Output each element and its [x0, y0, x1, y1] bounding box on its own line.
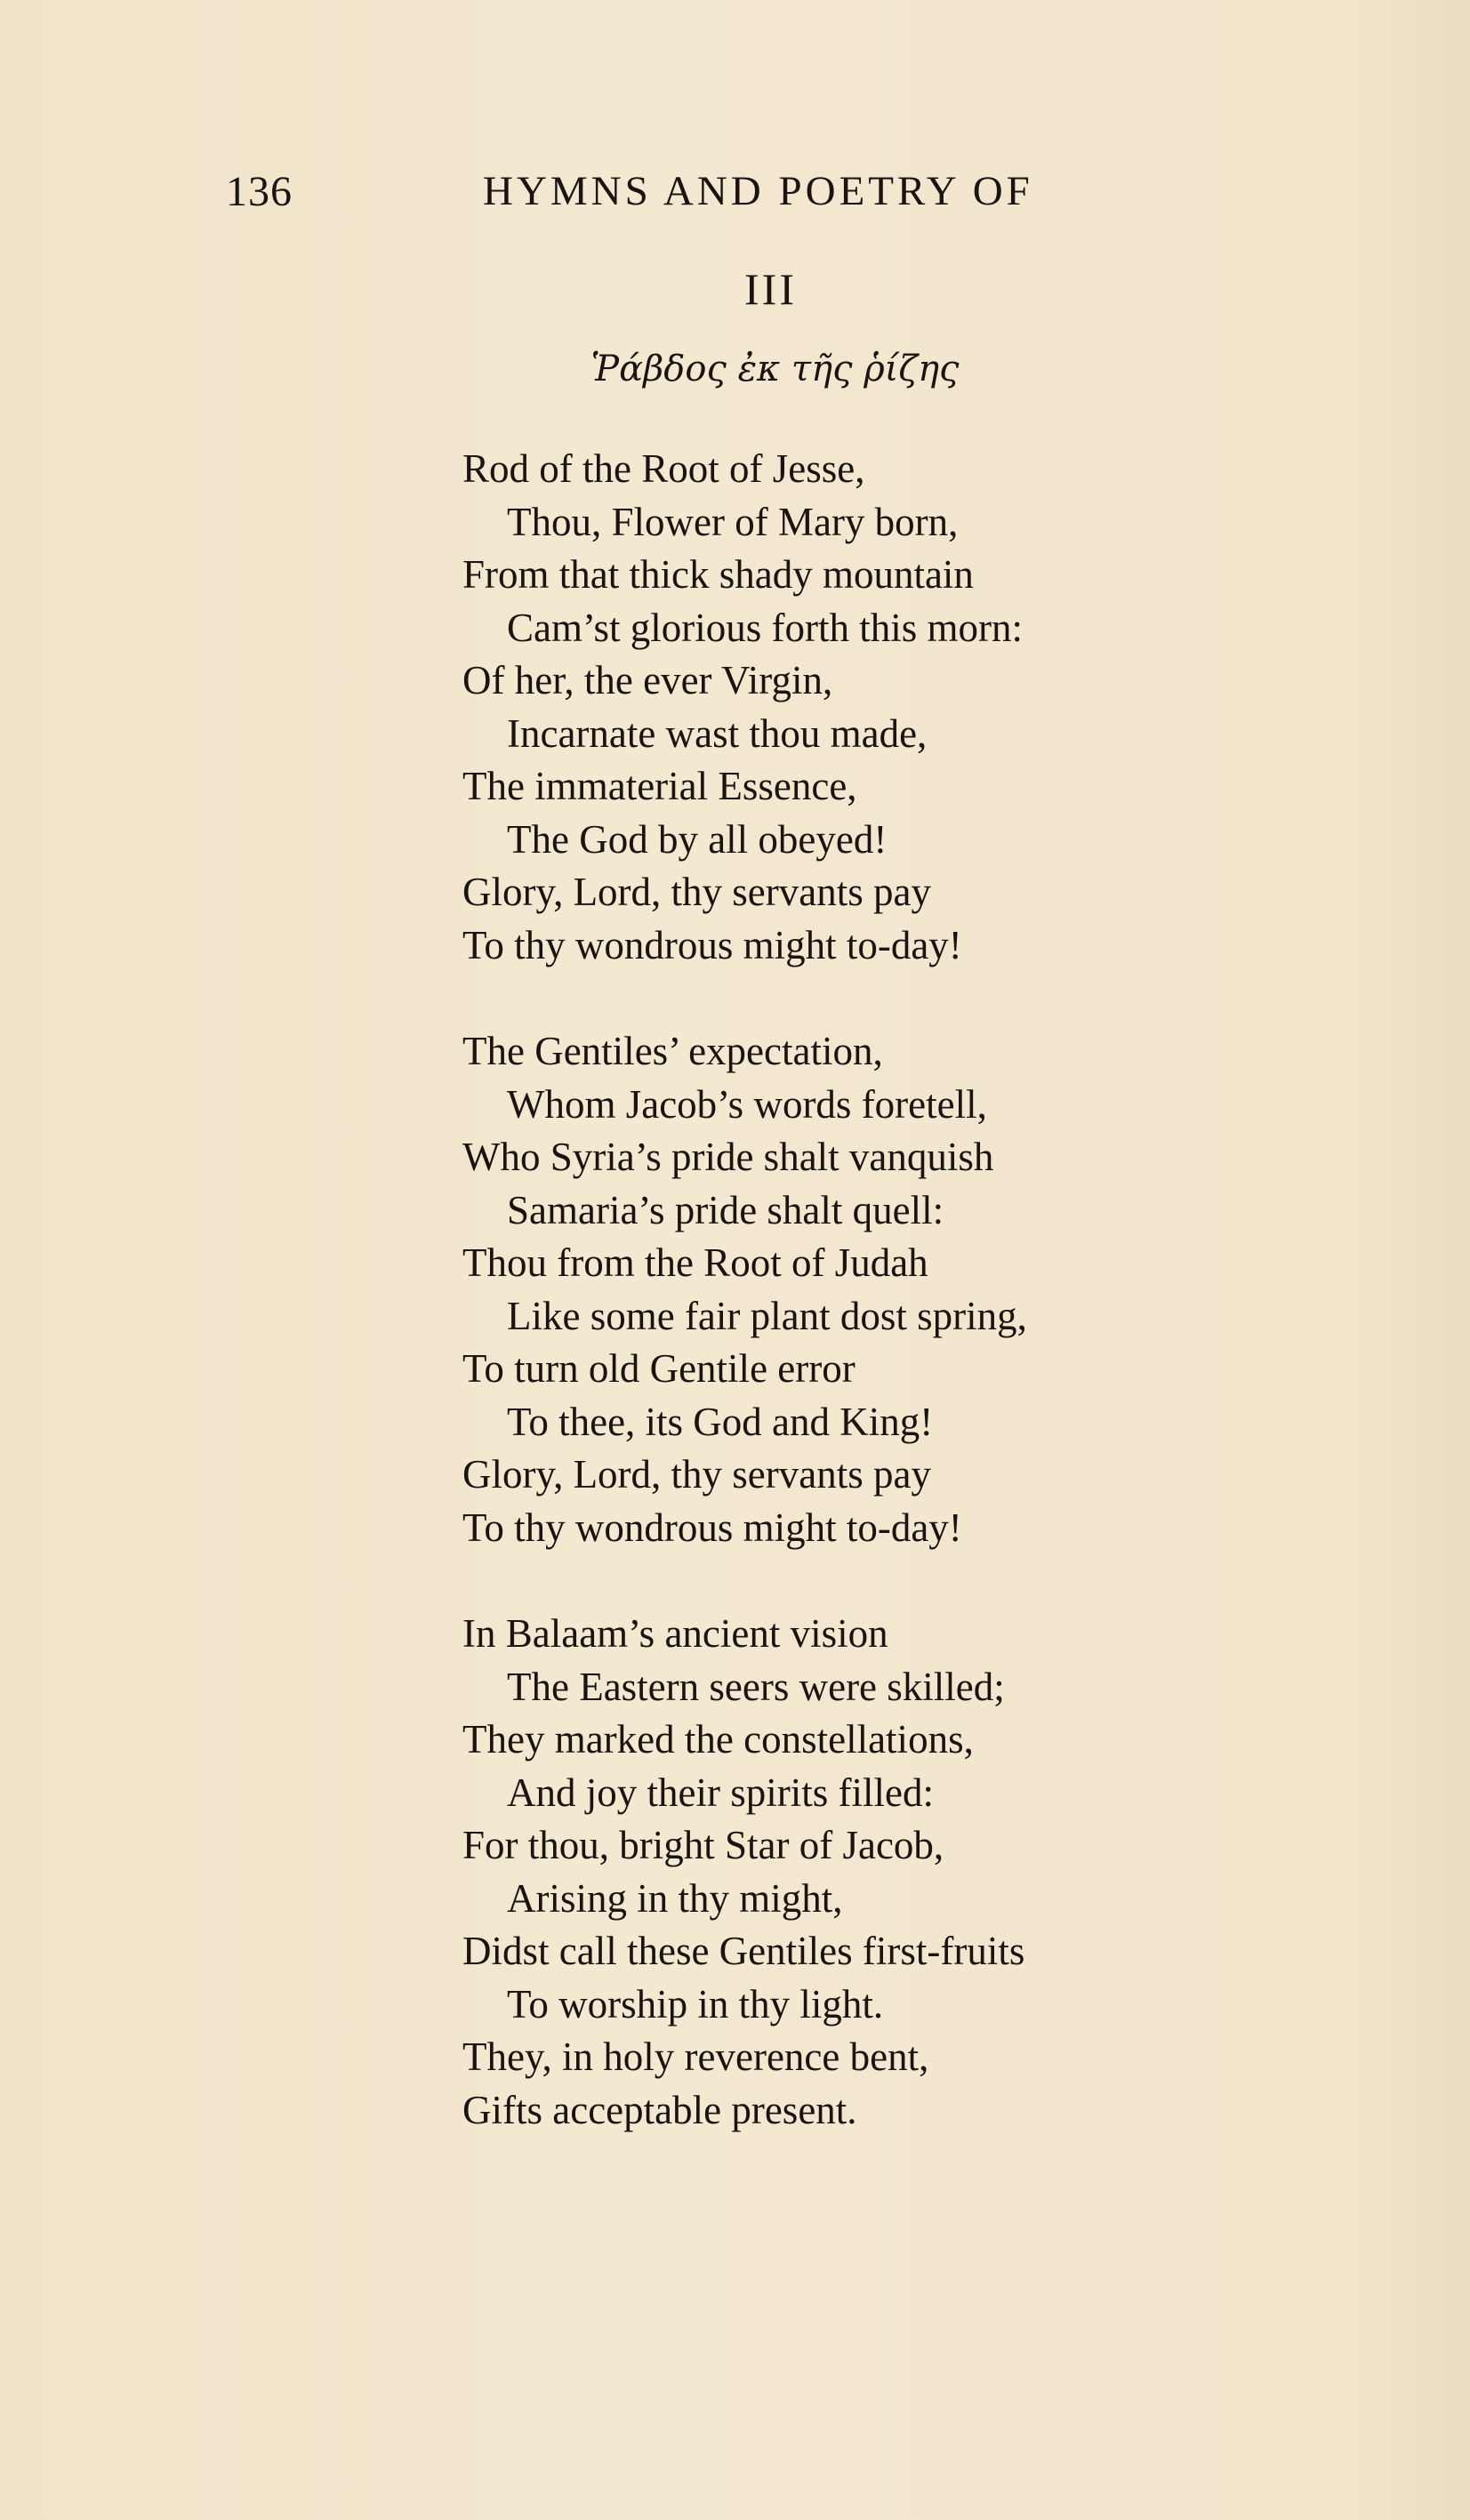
poem-line: They marked the constellations, — [462, 1717, 974, 1762]
poem-line: From that thick shady mountain — [462, 552, 974, 597]
poem-line: Whom Jacob’s words foretell, — [507, 1081, 987, 1127]
poem-line: And joy their spirits filled: — [507, 1770, 934, 1815]
stanza-2 — [462, 1025, 1441, 1554]
greek-title: Ῥάβδος ἐκ τῆς ῥίζης — [590, 349, 960, 389]
poem-line: To thy wondrous might to-day! — [462, 922, 962, 967]
poem-line: The Gentiles’ expectation, — [462, 1029, 883, 1073]
poem-line: Samaria’s pride shalt quell: — [507, 1187, 944, 1232]
poem-line: Incarnate wast thou made, — [507, 710, 928, 756]
running-head: HYMNS AND POETRY OF — [483, 168, 1033, 214]
poem-line: Arising in thy might, — [507, 1875, 843, 1921]
poem-line: In Balaam’s ancient vision — [462, 1611, 888, 1656]
poem-line: For thou, bright Star of Jacob, — [462, 1823, 944, 1867]
poem-line: To thee, its God and King! — [507, 1399, 934, 1444]
poem-line: Thou, Flower of Mary born, — [507, 499, 959, 544]
poem-line: Thou from the Root of Judah — [462, 1240, 928, 1285]
stanza-3 — [462, 1608, 1441, 2137]
poem-line: The Eastern seers were skilled; — [507, 1664, 1005, 1709]
poem-line: To worship in thy light. — [507, 1981, 884, 2026]
poem-line: To turn old Gentile error — [462, 1346, 855, 1391]
poem-line: Cam’st glorious forth this morn: — [507, 605, 1023, 650]
page-header — [0, 167, 1470, 221]
poem-line: Who Syria’s pride shalt vanquish — [462, 1135, 994, 1179]
page-number: 136 — [226, 168, 293, 215]
poem-line: To thy wondrous might to-day! — [462, 1505, 962, 1550]
poem-line: Glory, Lord, thy servants pay — [462, 1452, 931, 1497]
section-number: III — [744, 264, 797, 314]
poem-line: Of her, the ever Virgin, — [462, 658, 833, 702]
poem-line: Like some fair plant dost spring, — [507, 1293, 1027, 1338]
poem-line: Rod of the Root of Jesse, — [462, 446, 865, 491]
poem-line: Glory, Lord, thy servants pay — [462, 870, 931, 914]
stanza-1 — [462, 443, 1441, 972]
poem-line: The immaterial Essence, — [462, 764, 857, 808]
poem-line: The God by all obeyed! — [507, 816, 888, 862]
poem-line: Gifts acceptable present. — [462, 2087, 857, 2132]
poem — [462, 443, 1441, 2190]
poem-line: Didst call these Gentiles first-fruits — [462, 1929, 1025, 1973]
poem-line: They, in holy reverence bent, — [462, 2034, 929, 2079]
